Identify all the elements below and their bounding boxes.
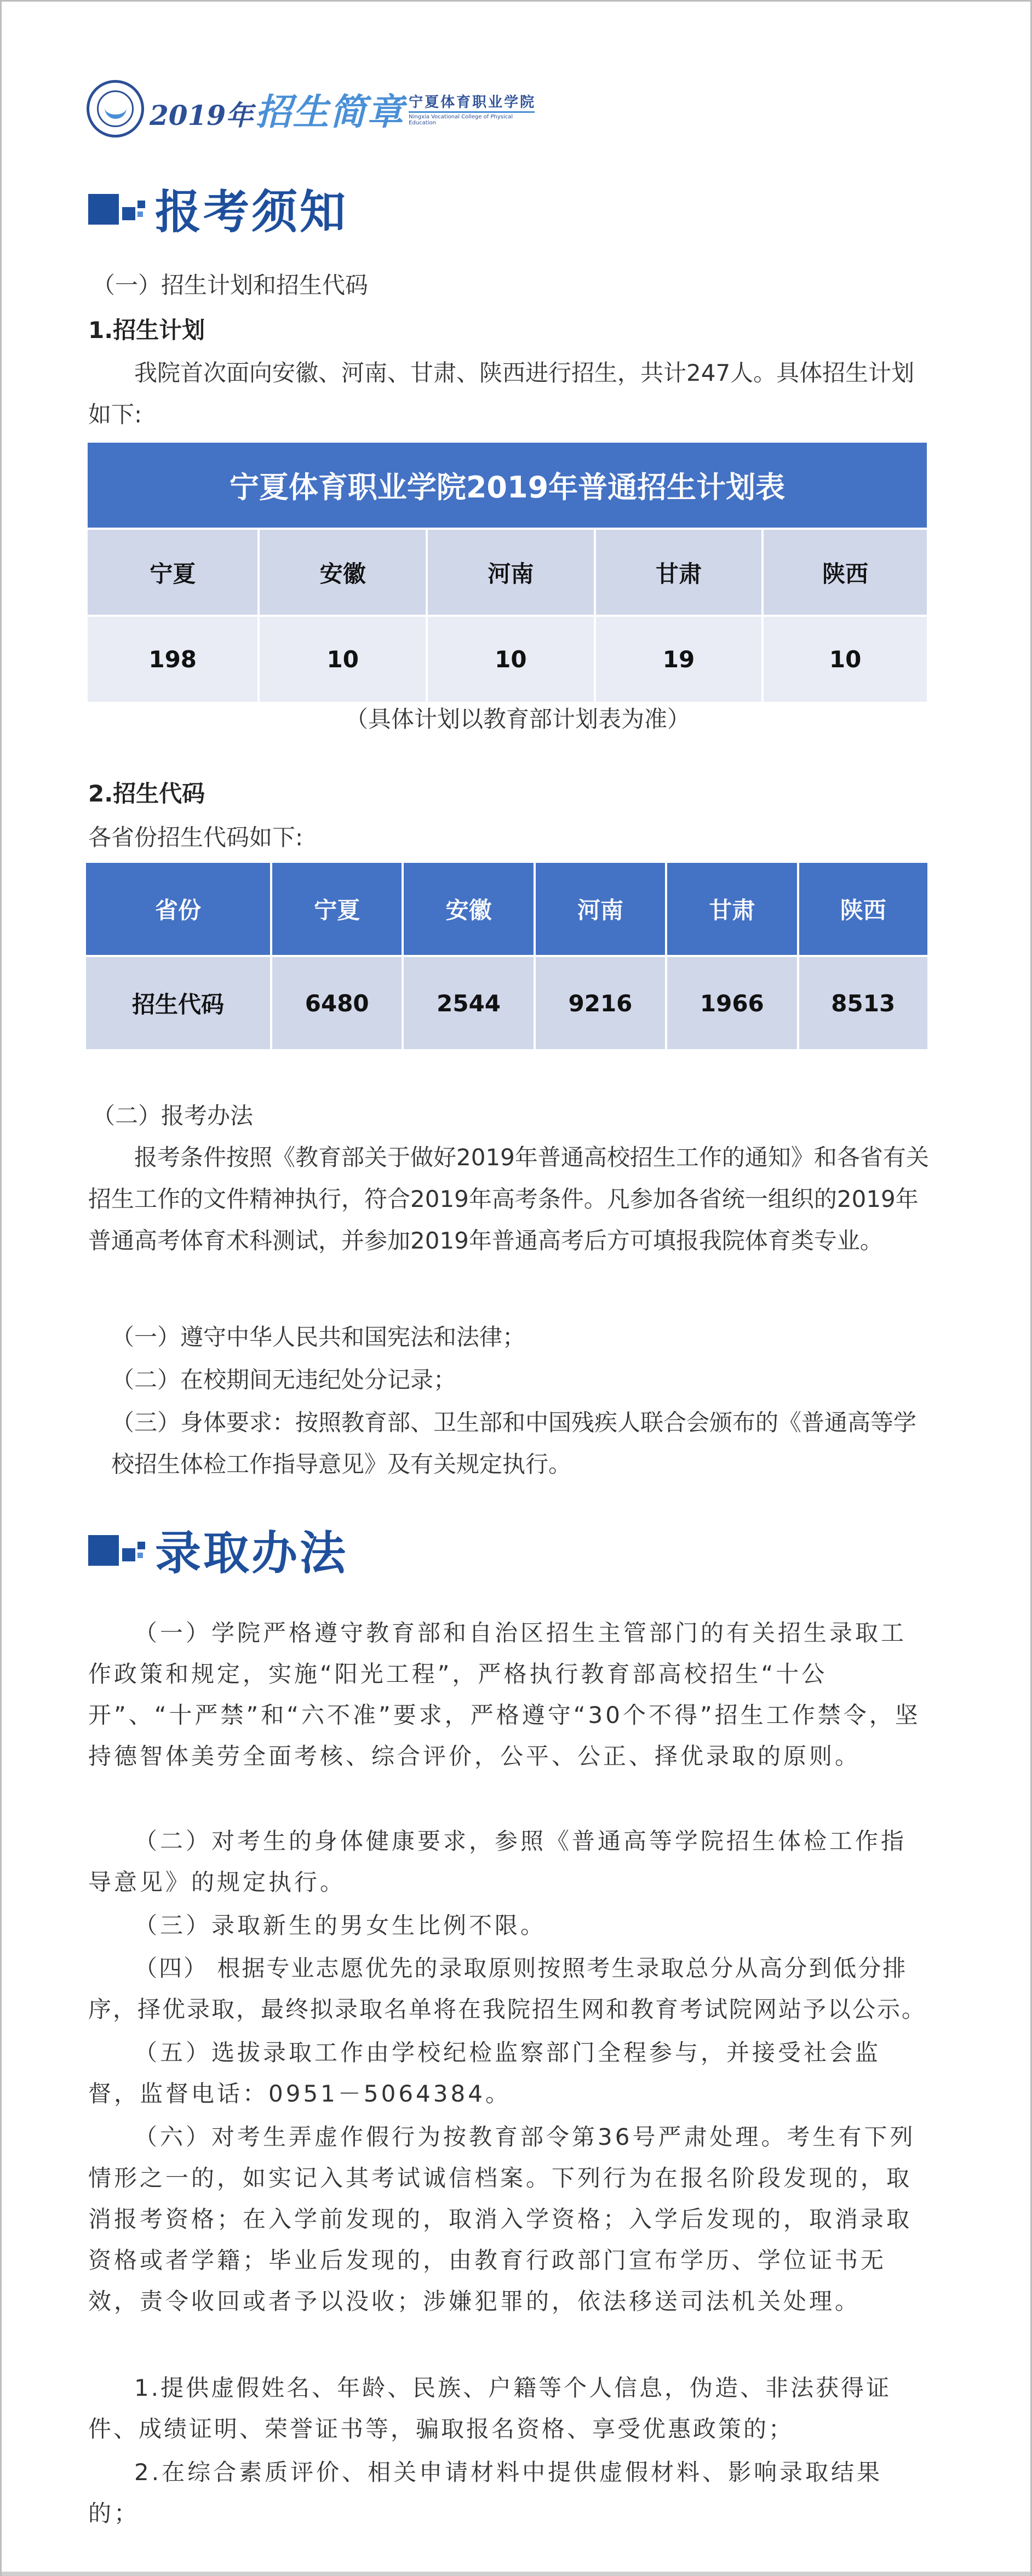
condition-item: （二）在校期间无违纪处分记录；	[111, 1366, 457, 1393]
table-cell: 招生代码	[86, 956, 271, 1049]
table-header-cell: 甘肃	[666, 863, 798, 956]
table-header-cell: 陕西	[798, 863, 927, 956]
table-header-cell: 宁夏	[88, 529, 259, 616]
table-cell: 19	[595, 616, 763, 702]
header-banner	[87, 78, 536, 139]
plan-table	[88, 443, 927, 702]
table-cell: 6480	[271, 956, 403, 1049]
section-title: 报考须知	[155, 185, 348, 239]
admission-paragraph: （六）对考生弄虚作假行为按教育部令第36号严肃处理。考生有下列情形之一的，如实记入其考试诚信档案。下列行为在报名阶段发现的，取消报考资格；在入学前发现的，取消入学资格；入学后发现的，取消录取资格或者学籍；毕业后发现的，由教育行政部门宣布学历、学位证书无效，责令收回或者予以没收；涉嫌犯罪的，依法移送司法机关处理。	[88, 2123, 916, 2315]
table-header-cell: 安徽	[403, 863, 534, 956]
table-row	[86, 863, 927, 956]
table-row	[88, 616, 927, 702]
section-heading-notice	[88, 178, 348, 238]
subsection-heading: （一）招生计划和招生代码	[92, 272, 369, 299]
admission-paragraph: （四） 根据专业志愿优先的录取原则按照考生录取总分从高分到低分排序，择优录取，最终拟录取名单将在我院招生网和教育考试院网站予以公示。	[88, 1955, 927, 2023]
table-header-cell: 陕西	[762, 529, 927, 616]
plan-table-title: 宁夏体育职业学院2019年普通招生计划表	[88, 443, 927, 529]
banner-school-cn: 宁夏体育职业学院	[409, 94, 536, 111]
condition-item: （三）身体要求：按照教育部、卫生部和中国残疾人联合会颁布的《普通高等学校招生体检工作指导意见》及有关规定执行。	[111, 1409, 917, 1478]
banner-title: 招生简章	[255, 90, 405, 133]
table-cell: 10	[427, 616, 595, 702]
admission-paragraph: （五）选拔录取工作由学校纪检监察部门全程参与，并接受社会监督，监督电话：0951－5064384。	[88, 2039, 881, 2107]
code-table	[86, 863, 927, 1049]
admission-paragraph: 1.提供虚假姓名、年龄、民族、户籍等个人信息，伪造、非法获得证件、成绩证明、荣誉证书等，骗取报名资格、享受优惠政策的；	[88, 2374, 892, 2442]
table-header-cell: 甘肃	[595, 529, 763, 616]
admission-paragraph: 2.在综合素质评价、相关申请材料中提供虚假材料、影响录取结果的；	[88, 2459, 883, 2527]
banner-school-en: Ningxia Vocational College of Physical Education	[409, 111, 535, 126]
condition-item: （一）遵守中华人民共和国宪法和法律；	[111, 1324, 526, 1350]
table-cell: 8513	[798, 956, 927, 1049]
squares-icon	[88, 1527, 150, 1571]
school-logo-icon	[87, 80, 144, 138]
table-cell: 198	[88, 616, 259, 702]
table-header-cell: 河南	[427, 529, 595, 616]
code-heading: 2.招生代码	[88, 780, 205, 807]
banner-year: 2019年	[150, 99, 254, 131]
section-heading-admission	[88, 1519, 348, 1579]
bottom-rule	[2, 2572, 1030, 2576]
admission-paragraph: （二）对考生的身体健康要求，参照《普通高等学院招生体检工作指导意见》的规定执行。	[88, 1828, 907, 1896]
squares-icon	[88, 186, 150, 230]
admission-paragraph: （三）录取新生的男女生比例不限。	[134, 1912, 547, 1939]
table-cell: 10	[259, 616, 427, 702]
table-cell: 1966	[666, 956, 798, 1049]
table-header-cell: 河南	[535, 863, 666, 956]
plan-heading: 1.招生计划	[88, 317, 205, 344]
plan-note: （具体计划以教育部计划表为准）	[345, 706, 690, 732]
table-cell: 9216	[535, 956, 666, 1049]
table-header-cell: 省份	[86, 863, 271, 956]
table-cell: 10	[762, 616, 927, 702]
subsection-heading: （二）报考办法	[92, 1102, 254, 1129]
table-row	[86, 956, 927, 1049]
code-intro: 各省份招生代码如下:	[88, 824, 303, 851]
plan-intro: 我院首次面向安徽、河南、甘肃、陕西进行招生，共计247人。具体招生计划如下:	[88, 359, 915, 428]
table-header-cell: 宁夏	[271, 863, 403, 956]
admission-paragraph: （一）学院严格遵守教育部和自治区招生主管部门的有关招生录取工作政策和规定，实施“阳光工程”，严格执行教育部高校招生“十公开”、“十严禁”和“六不准”要求，严格遵守“30个不得”招生工作禁令，坚持德智体美劳全面考核、综合评价，公平、公正、择优录取的原则。	[88, 1619, 921, 1770]
table-cell: 2544	[403, 956, 534, 1049]
section-title: 录取办法	[155, 1526, 348, 1580]
table-row	[88, 529, 927, 616]
table-header-cell: 安徽	[259, 529, 427, 616]
method-paragraph: 报考条件按照《教育部关于做好2019年普通高校招生工作的通知》和各省有关招生工作的文件精神执行，符合2019年高考条件。凡参加各省统一组织的2019年普通高考体育术科测试，并参加2019年普通高考后方可填报我院体育类专业。	[88, 1144, 929, 1254]
banner-school	[409, 91, 536, 126]
